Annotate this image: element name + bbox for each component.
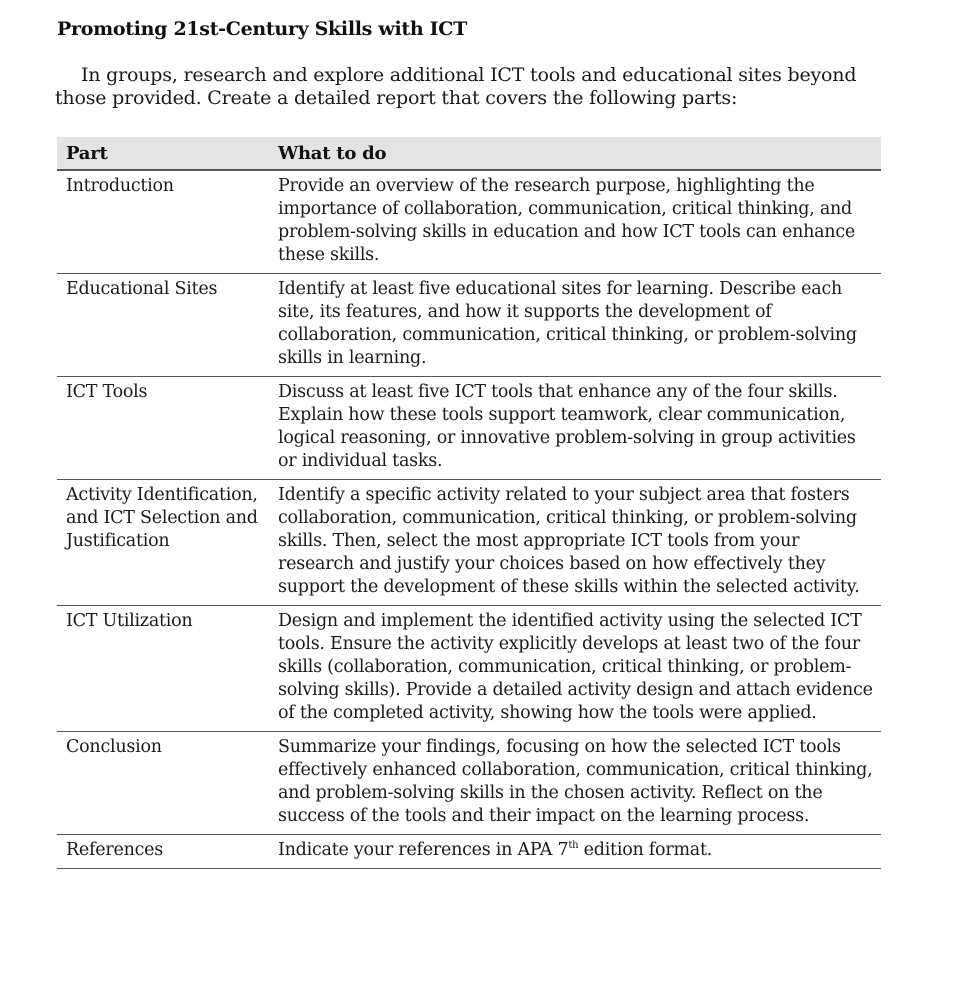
table-row	[57, 170, 881, 274]
references-text-before: Indicate your references in APA 7	[278, 840, 569, 860]
table-header-row	[57, 137, 881, 170]
table-row	[57, 606, 881, 732]
page-title: Promoting 21st-Century Skills with ICT	[57, 18, 467, 40]
part-cell: Activity Identification, and ICT Selection and Justification	[57, 480, 267, 606]
column-header-what-to-do: What to do	[267, 137, 881, 170]
table-row	[57, 732, 881, 835]
report-parts-table	[57, 137, 881, 869]
part-cell: Introduction	[57, 170, 267, 274]
intro-paragraph: In groups, research and explore additional ICT tools and educational sites beyond those provided. Create a detailed report that covers the following parts:	[55, 64, 857, 109]
part-cell: Educational Sites	[57, 274, 267, 377]
part-cell: ICT Utilization	[57, 606, 267, 732]
part-cell: Conclusion	[57, 732, 267, 835]
column-header-part: Part	[57, 137, 267, 170]
what-cell: Design and implement the identified activity using the selected ICT tools. Ensure the activity explicitly develops at least two of the four skills (collaboration, communication, critical thinking, or problem-solving skills). Provide a detailed activity design and attach evidence of the completed activity, showing how the tools were applied.	[267, 606, 881, 732]
what-cell	[267, 835, 881, 869]
table-row	[57, 274, 881, 377]
part-cell: ICT Tools	[57, 377, 267, 480]
what-cell: Discuss at least five ICT tools that enhance any of the four skills. Explain how these tools support teamwork, clear communication, logical reasoning, or innovative problem-solving in group activities or individual tasks.	[267, 377, 881, 480]
what-cell: Provide an overview of the research purpose, highlighting the importance of collaboration, communication, critical thinking, and problem-solving skills in education and how ICT tools can enhance these skills.	[267, 170, 881, 274]
what-cell: Summarize your findings, focusing on how the selected ICT tools effectively enhanced collaboration, communication, critical thinking, and problem-solving skills in the chosen activity. Reflect on the success of the tools and their impact on the learning process.	[267, 732, 881, 835]
table-row	[57, 835, 881, 869]
what-cell: Identify a specific activity related to your subject area that fosters collaboration, communication, critical thinking, or problem-solving skills. Then, select the most appropriate ICT tools from your research and justify your choices based on how effectively they support the development of these skills within the selected activity.	[267, 480, 881, 606]
part-cell: References	[57, 835, 267, 869]
references-text-after: edition format.	[578, 840, 713, 860]
ordinal-superscript: th	[568, 840, 579, 851]
table-row	[57, 377, 881, 480]
table-row	[57, 480, 881, 606]
what-cell: Identify at least five educational sites for learning. Describe each site, its features, and how it supports the development of collaboration, communication, critical thinking, or problem-solving skills in learning.	[267, 274, 881, 377]
